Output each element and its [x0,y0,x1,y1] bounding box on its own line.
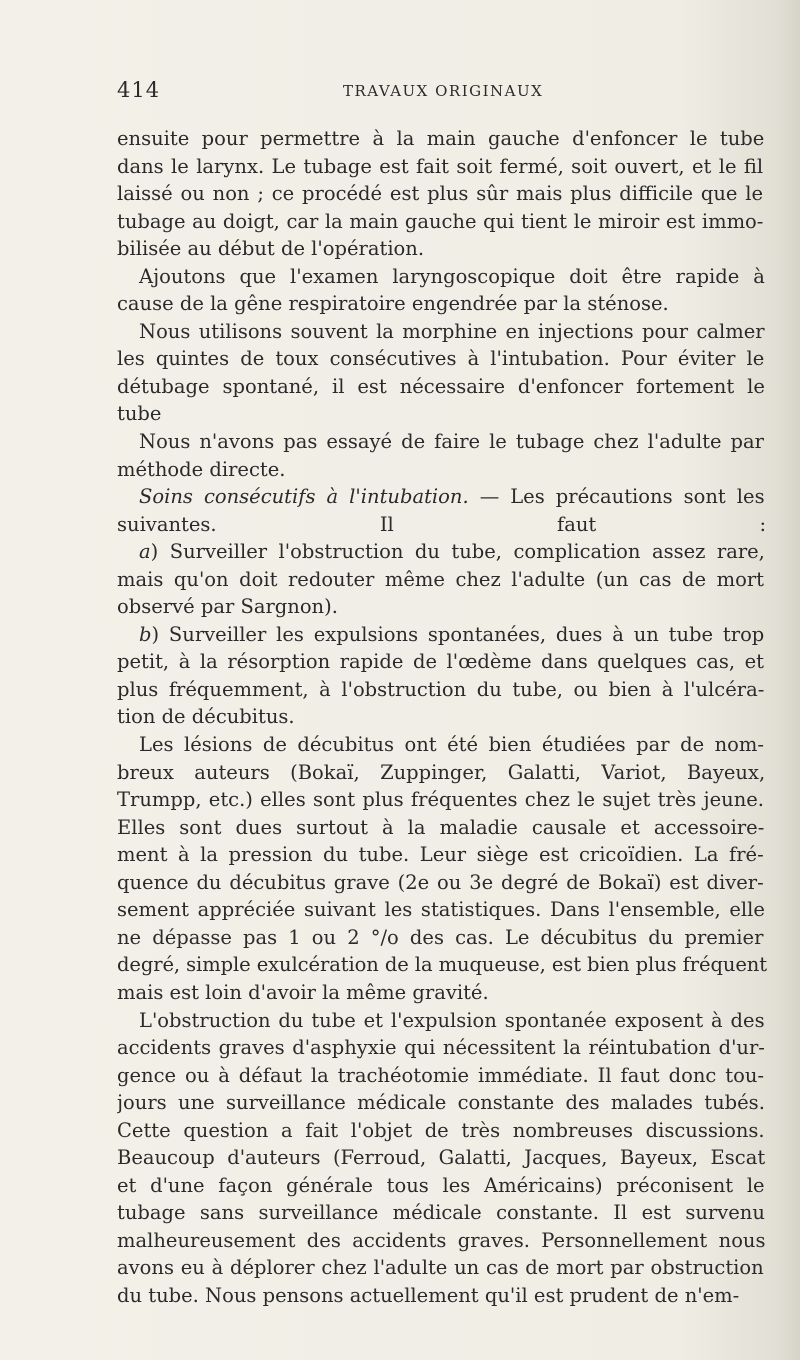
line-text: petit, à la résorption rapide de l'œdème dans quelques cas, et [117,650,764,674]
text-line [117,1172,767,1200]
line-text: — Les précautions sont les [468,485,765,509]
line-text: ensuite pour permettre à la main gauche d'enfoncer le tube [117,127,765,150]
italic-text: a [139,540,151,564]
line-text: suivantes. Il faut : [117,512,767,536]
text-line [117,924,767,952]
text-line [117,1254,767,1282]
text-line [117,1282,767,1310]
page-number: 414 [117,78,161,102]
text-line [117,180,767,208]
text-line [117,841,767,869]
line-text: tube [117,402,162,426]
text-line [117,896,767,924]
line-text: Elles sont dues surtout à la maladie causale et accessoire- [117,815,765,839]
text-line [117,869,767,897]
text-line [117,235,767,263]
text-line [117,400,767,428]
text-line [117,511,767,539]
line-text: Cette question a fait l'objet de très nombreuses discussions. [117,1118,765,1142]
line-text: tion de décubitus. [117,705,295,729]
text-line [117,538,767,566]
text-line [117,456,767,484]
line-text: tubage sans surveillance médicale constante. Il est survenu [117,1201,765,1225]
line-text: Nous utilisons souvent la morphine en injections pour calmer [139,319,765,343]
italic-text: Soins consécutifs à l'intubation. [139,485,469,509]
text-line [117,1007,767,1035]
line-text: méthode directe. [117,457,286,481]
text-line [117,593,767,621]
line-text: Les lésions de décubitus ont été bien étudiées par de nom- [139,733,764,757]
text-line [117,373,767,401]
text-line [117,731,767,759]
line-text: avons eu à déplorer chez l'adulte un cas de mort par obstruction [117,1256,764,1280]
text-line [117,1199,767,1227]
text-line [117,263,767,291]
line-text: breux auteurs (Bokaï, Zuppinger, Galatti, Variot, Bayeux, [117,760,766,784]
line-text: les quintes de toux consécutives à l'intubation. Pour éviter le [117,347,765,371]
line-text: du tube. Nous pensons actuellement qu'il est prudent de n'em- [117,1283,740,1307]
text-line [117,979,767,1007]
line-text: mais est loin d'avoir la même gravité. [117,980,489,1004]
text-line [117,1144,767,1172]
line-text: bilisée au début de l'opération. [117,237,425,261]
text-line [117,1089,767,1117]
line-text: Beaucoup d'auteurs (Ferroud, Galatti, Jacques, Bayeux, Escat [117,1146,766,1170]
line-text: L'obstruction du tube et l'expulsion spontanée exposent à des [139,1008,765,1032]
text-line [117,1062,767,1090]
line-text: laissé ou non ; ce procédé est plus sûr mais plus difficile que le [117,182,764,206]
line-text: degré, simple exulcération de la muqueuse, est bien plus fréquent [117,953,767,977]
line-text: ment à la pression du tube. Leur siège est cricoïdien. La fré- [117,843,764,867]
text-line [117,648,767,676]
text-line [117,951,767,979]
line-text: plus fréquemment, à l'obstruction du tube, ou bien à l'ulcéra- [117,677,765,701]
italic-text: b [139,622,152,646]
text-line [117,621,767,649]
text-line [117,1034,767,1062]
text-line [117,345,767,373]
line-text: tubage au doigt, car la main gauche qui tient le miroir est immo- [117,209,764,233]
line-text: Nous n'avons pas essayé de faire le tubage chez l'adulte par [139,430,764,454]
line-text: malheureusement des accidents graves. Personnellement nous [117,1228,766,1252]
text-line [117,566,767,594]
line-text: ne dépasse pas 1 ou 2 °/o des cas. Le décubitus du premier [117,925,764,949]
text-line [117,428,767,456]
line-text: ) Surveiller les expulsions spontanées, dues à un tube trop [151,622,765,646]
line-text: ) Surveiller l'obstruction du tube, complication assez rare, [150,540,765,564]
text-line [117,786,767,814]
line-text: observé par Sargnon). [117,595,338,619]
line-text: dans le larynx. Le tubage est fait soit fermé, soit ouvert, et le fil [117,154,764,178]
text-line [117,290,767,318]
text-line [117,483,767,511]
line-text: cause de la gêne respiratoire engendrée par la sténose. [117,292,669,316]
line-text: détubage spontané, il est nécessaire d'enfoncer fortement le [117,374,765,398]
text-line [117,125,767,153]
body-text [117,125,767,1310]
text-line [117,318,767,346]
line-text: Ajoutons que l'examen laryngoscopique doit être rapide à [139,264,765,288]
line-text: jours une surveillance médicale constante des malades tubés. [117,1091,765,1115]
line-text: Trumpp, etc.) elles sont plus fréquentes chez le sujet très jeune. [117,788,764,812]
line-text: mais qu'on doit redouter même chez l'adulte (un cas de mort [117,567,764,591]
text-line [117,814,767,842]
line-text: accidents graves d'asphyxie qui nécessitent la réintubation d'ur- [117,1036,765,1060]
line-text: sement appréciée suivant les statistiques. Dans l'ensemble, elle [117,898,765,922]
text-line [117,208,767,236]
page-header [117,78,767,108]
line-text: quence du décubitus grave (2e ou 3e degré de Bokaï) est diver- [117,870,764,894]
line-text: et d'une façon générale tous les Américains) préconisent le [117,1173,765,1197]
text-line [117,676,767,704]
text-line [117,759,767,787]
text-line [117,1227,767,1255]
text-line [117,1117,767,1145]
line-text: gence ou à défaut la trachéotomie immédiate. Il faut donc tou- [117,1063,764,1087]
running-title: TRAVAUX ORIGINAUX [343,82,544,100]
text-line [117,153,767,181]
text-line [117,703,767,731]
